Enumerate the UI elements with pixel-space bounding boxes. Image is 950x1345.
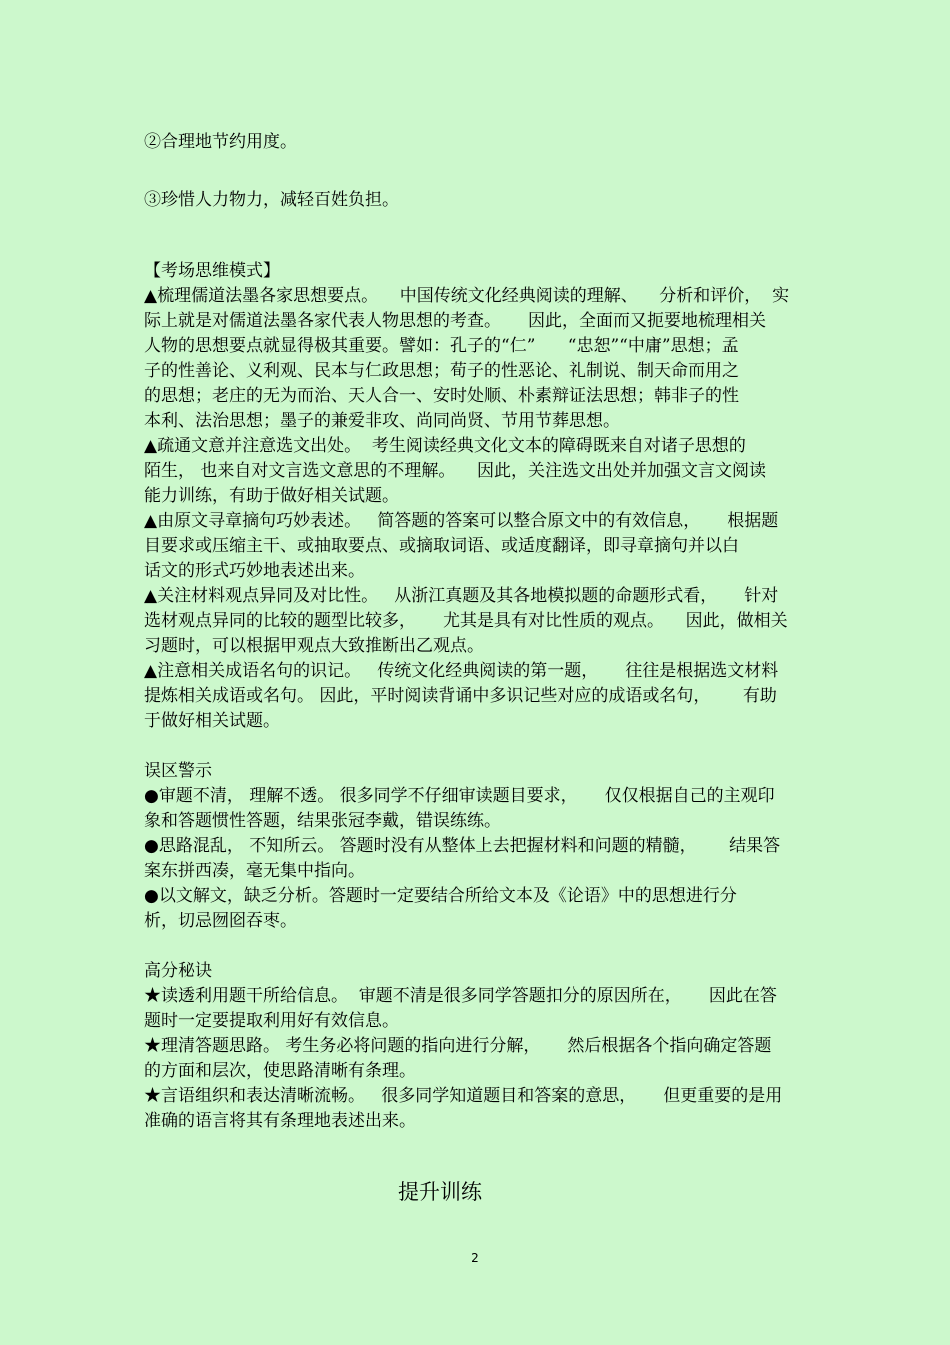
paragraph-line: 陌生， 也来自对文言选文意思的不理解。 因此，关注选文出处并加强文言文阅读 bbox=[144, 461, 767, 481]
section-title-tips: 高分秘诀 bbox=[144, 961, 212, 981]
paragraph-line: ▲疏通文意并注意选文出处。 考生阅读经典文化文本的障碍既来自对诸子思想的 bbox=[144, 436, 746, 456]
section-tips bbox=[144, 984, 814, 1134]
intro-item-3: ③珍惜人力物力，减轻百姓负担。 bbox=[144, 190, 399, 210]
section-exam-thinking bbox=[144, 284, 814, 734]
paragraph-line: ▲梳理儒道法墨各家思想要点。 中国传统文化经典阅读的理解、 分析和评价， 实 bbox=[144, 286, 790, 306]
paragraph-line: 际上就是对儒道法墨各家代表人物思想的考查。 因此，全面而又扼要地梳理相关 bbox=[144, 311, 767, 331]
document-body bbox=[144, 130, 814, 1134]
paragraph-line: 目要求或压缩主干、或抽取要点、或摘取词语、或适度翻译，即寻章摘句并以白 bbox=[144, 536, 739, 556]
paragraph-line: 提炼相关成语或名句。 因此，平时阅读背诵中多识记些对应的成语或名句， 有助 bbox=[144, 686, 777, 706]
page-number: 2 bbox=[471, 1251, 479, 1265]
paragraph-line: 于做好相关试题。 bbox=[144, 711, 280, 731]
paragraph-line: 题时一定要提取利用好有效信息。 bbox=[144, 1011, 399, 1031]
paragraph-line: 的方面和层次，使思路清晰有条理。 bbox=[144, 1061, 416, 1081]
paragraph-line: ▲关注材料观点异同及对比性。 从浙江真题及其各地模拟题的命题形式看， 针对 bbox=[144, 586, 779, 606]
paragraph-line: 的思想；老庄的无为而治、天人合一、安时处顺、朴素辩证法思想；韩非子的性 bbox=[144, 386, 739, 406]
paragraph-line: 象和答题惯性答题，结果张冠李戴，错误练练。 bbox=[144, 811, 501, 831]
paragraph-line: 子的性善论、义利观、民本与仁政思想；荀子的性恶论、礼制说、制天命而用之 bbox=[144, 361, 739, 381]
intro-item-2: ②合理地节约用度。 bbox=[144, 132, 297, 152]
paragraph-line: 人物的思想要点就显得极其重要。譬如：孔子的“仁” “忠恕”“中庸”思想；孟 bbox=[144, 336, 739, 356]
paragraph-line: 习题时，可以根据甲观点大致推断出乙观点。 bbox=[144, 636, 484, 656]
paragraph-line: ★读透利用题干所给信息。 审题不清是很多同学答题扣分的原因所在， 因此在答 bbox=[144, 986, 777, 1006]
paragraph-line: ▲注意相关成语名句的识记。 传统文化经典阅读的第一题， 往往是根据选文材料 bbox=[144, 661, 779, 681]
paragraph-line: 话文的形式巧妙地表述出来。 bbox=[144, 561, 365, 581]
paragraph-line: ●审题不清， 理解不透。 很多同学不仔细审读题目要求， 仅仅根据自己的主观印 bbox=[144, 786, 775, 806]
paragraph-line: 能力训练，有助于做好相关试题。 bbox=[144, 486, 399, 506]
paragraph-line: ★言语组织和表达清晰流畅。 很多同学知道题目和答案的意思， 但更重要的是用 bbox=[144, 1086, 783, 1106]
section-heading-training: 提升训练 bbox=[398, 1180, 482, 1204]
paragraph-line: 本利、法治思想；墨子的兼爱非攻、尚同尚贤、节用节葬思想。 bbox=[144, 411, 620, 431]
paragraph-line: ▲由原文寻章摘句巧妙表述。 简答题的答案可以整合原文中的有效信息， 根据题 bbox=[144, 511, 779, 531]
section-title-exam-thinking: 【考场思维模式】 bbox=[144, 261, 280, 281]
section-pitfalls bbox=[144, 784, 814, 934]
paragraph-line: ●思路混乱， 不知所云。 答题时没有从整体上去把握材料和问题的精髓， 结果答 bbox=[144, 836, 781, 856]
paragraph-line: 准确的语言将其有条理地表述出来。 bbox=[144, 1111, 416, 1131]
paragraph-line: 选材观点异同的比较的题型比较多， 尤其是具有对比性质的观点。 因此，做相关 bbox=[144, 611, 788, 631]
paragraph-line: 案东拼西凑，毫无集中指向。 bbox=[144, 861, 365, 881]
section-title-pitfalls: 误区警示 bbox=[144, 761, 212, 781]
paragraph-line: ●以文解文，缺乏分析。答题时一定要结合所给文本及《论语》中的思想进行分 bbox=[144, 886, 737, 906]
paragraph-line: ★理清答题思路。 考生务必将问题的指向进行分解， 然后根据各个指向确定答题 bbox=[144, 1036, 772, 1056]
paragraph-line: 析，切忌囫囵吞枣。 bbox=[144, 911, 297, 931]
